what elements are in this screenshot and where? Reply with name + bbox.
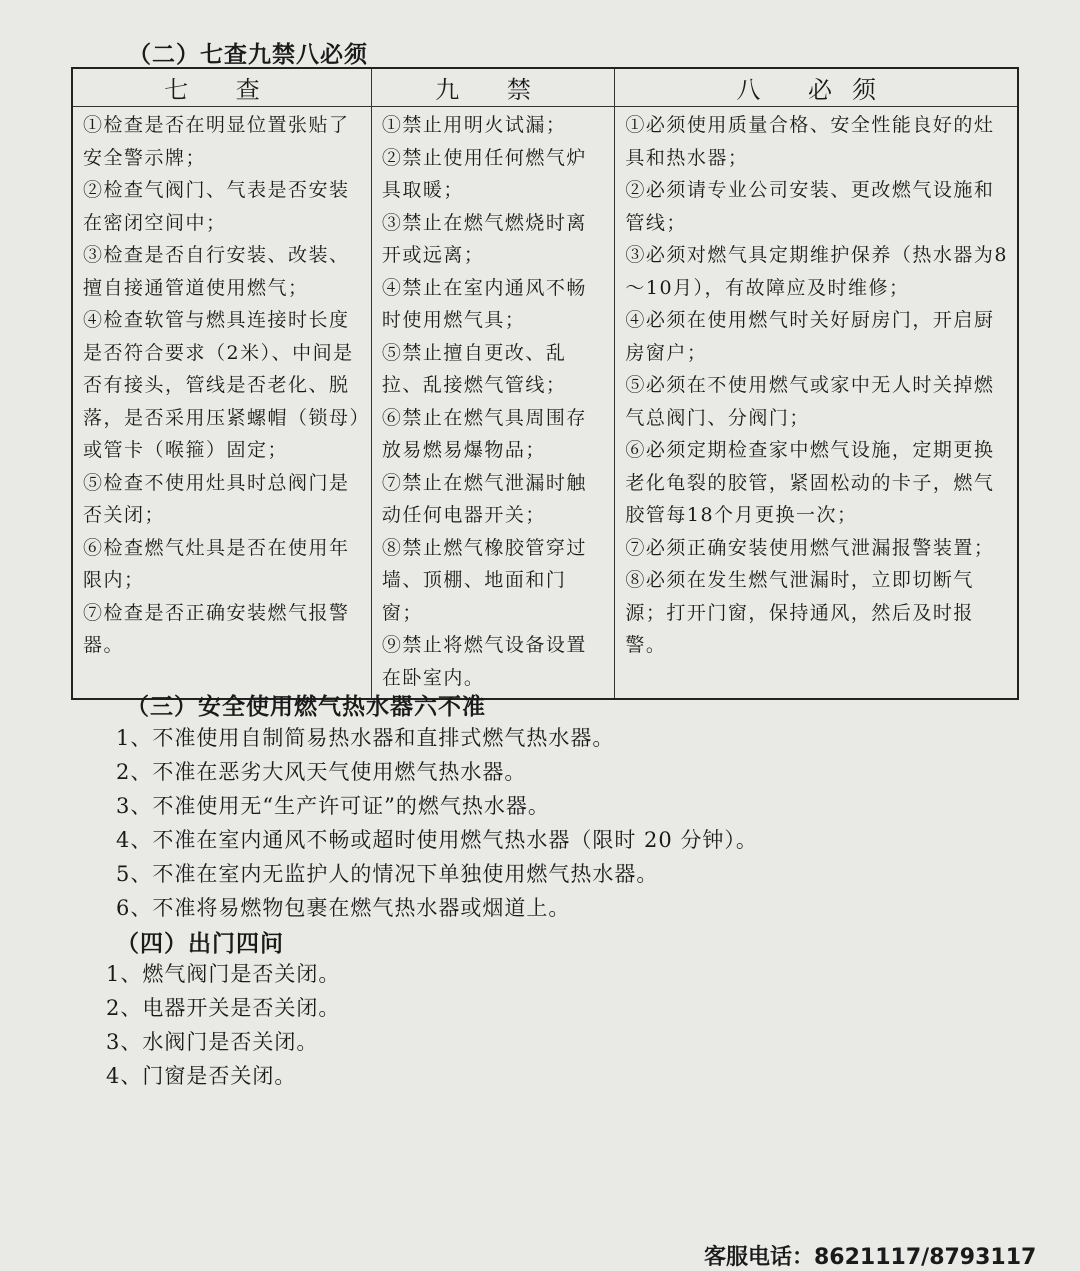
header-eight-musts: 八 必须 bbox=[615, 68, 1018, 107]
must-item: ②必须请专业公司安装、更改燃气设施和管线； bbox=[625, 179, 995, 234]
check-item: ④检查软管与燃具连接时长度是否符合要求（2米）、中间是否有接头，管线是否老化、脱落，是否采用压紧螺帽（锁母）或管卡（喉箍）固定； bbox=[83, 309, 361, 461]
ban-item: ⑤禁止擅自更改、乱拉、乱接燃气管线； bbox=[381, 341, 567, 396]
ban-item: ⑨禁止将燃气设备设置在卧室内。 bbox=[381, 634, 587, 689]
rules-table-row bbox=[72, 107, 1018, 700]
header-seven-checks: 七 查 bbox=[72, 68, 371, 107]
list-item: 1、燃气阀门是否关闭。 bbox=[106, 962, 341, 986]
customer-service-hotline: 客服电话：8621117/8793117 bbox=[704, 1245, 1037, 1270]
must-item: ③必须对燃气具定期维护保养（热水器为8～10月），有故障应及时维修； bbox=[625, 244, 1008, 299]
ban-item: ②禁止使用任何燃气炉具取暖； bbox=[381, 146, 587, 201]
leaving-home-checklist bbox=[106, 957, 340, 1093]
seven-checks-column bbox=[72, 107, 371, 700]
header-nine-bans: 九 禁 bbox=[371, 68, 615, 107]
check-item: ⑥检查燃气灶具是否在使用年限内； bbox=[83, 536, 350, 591]
ban-item: ①禁止用明火试漏； bbox=[381, 114, 567, 136]
rules-table-header bbox=[72, 68, 1018, 107]
must-item: ⑤必须在不使用燃气或家中无人时关掉燃气总阀门、分阀门； bbox=[625, 374, 995, 429]
check-item: ③检查是否自行安装、改装、擅自接通管道使用燃气； bbox=[83, 244, 350, 299]
eight-musts-column bbox=[615, 107, 1018, 700]
check-item: ⑤检查不使用灶具时总阀门是否关闭； bbox=[83, 471, 350, 526]
ban-item: ⑥禁止在燃气具周围存放易燃易爆物品； bbox=[381, 406, 587, 461]
must-item: ⑥必须定期检查家中燃气设施，定期更换老化龟裂的胶管，紧固松动的卡子，燃气胶管每18个月更换一次； bbox=[625, 439, 995, 526]
must-item: ⑧必须在发生燃气泄漏时，立即切断气源；打开门窗，保持通风，然后及时报警。 bbox=[625, 569, 974, 656]
must-item: ⑦必须正确安装使用燃气泄漏报警装置； bbox=[625, 536, 995, 559]
list-item: 3、水阀门是否关闭。 bbox=[106, 1030, 319, 1054]
section2-title: （二）七查九禁八必须 bbox=[128, 42, 368, 68]
list-item: 2、电器开关是否关闭。 bbox=[106, 996, 341, 1020]
ban-item: ③禁止在燃气燃烧时离开或远离； bbox=[381, 211, 587, 266]
check-item: ⑦检查是否正确安装燃气报警器。 bbox=[83, 601, 350, 656]
list-item: 2、不准在恶劣大风天气使用燃气热水器。 bbox=[116, 760, 527, 784]
list-item: 4、门窗是否关闭。 bbox=[106, 1064, 297, 1088]
ban-item: ④禁止在室内通风不畅时使用燃气具； bbox=[381, 276, 587, 331]
list-item: 6、不准将易燃物包裹在燃气热水器或烟道上。 bbox=[116, 896, 571, 920]
check-item: ②检查气阀门、气表是否安装在密闭空间中； bbox=[83, 179, 350, 234]
list-item: 5、不准在室内无监护人的情况下单独使用燃气热水器。 bbox=[116, 862, 659, 886]
list-item: 3、不准使用无“生产许可证”的燃气热水器。 bbox=[116, 794, 550, 818]
nine-bans-column bbox=[371, 107, 615, 700]
list-item: 4、不准在室内通风不畅或超时使用燃气热水器（限时 20 分钟）。 bbox=[116, 828, 758, 852]
section4-title: （四）出门四问 bbox=[116, 931, 284, 957]
section3-title: （三）安全使用燃气热水器六不准 bbox=[126, 694, 486, 720]
ban-item: ⑦禁止在燃气泄漏时触动任何电器开关； bbox=[381, 471, 587, 526]
water-heater-rules-list bbox=[116, 721, 758, 925]
check-item: ①检查是否在明显位置张贴了安全警示牌； bbox=[83, 114, 350, 169]
list-item: 1、不准使用自制简易热水器和直排式燃气热水器。 bbox=[116, 726, 615, 750]
must-item: ①必须使用质量合格、安全性能良好的灶具和热水器； bbox=[625, 114, 995, 169]
rules-table bbox=[71, 67, 1019, 700]
ban-item: ⑧禁止燃气橡胶管穿过墙、顶棚、地面和门窗； bbox=[381, 536, 587, 624]
must-item: ④必须在使用燃气时关好厨房门，开启厨房窗户； bbox=[625, 309, 995, 364]
